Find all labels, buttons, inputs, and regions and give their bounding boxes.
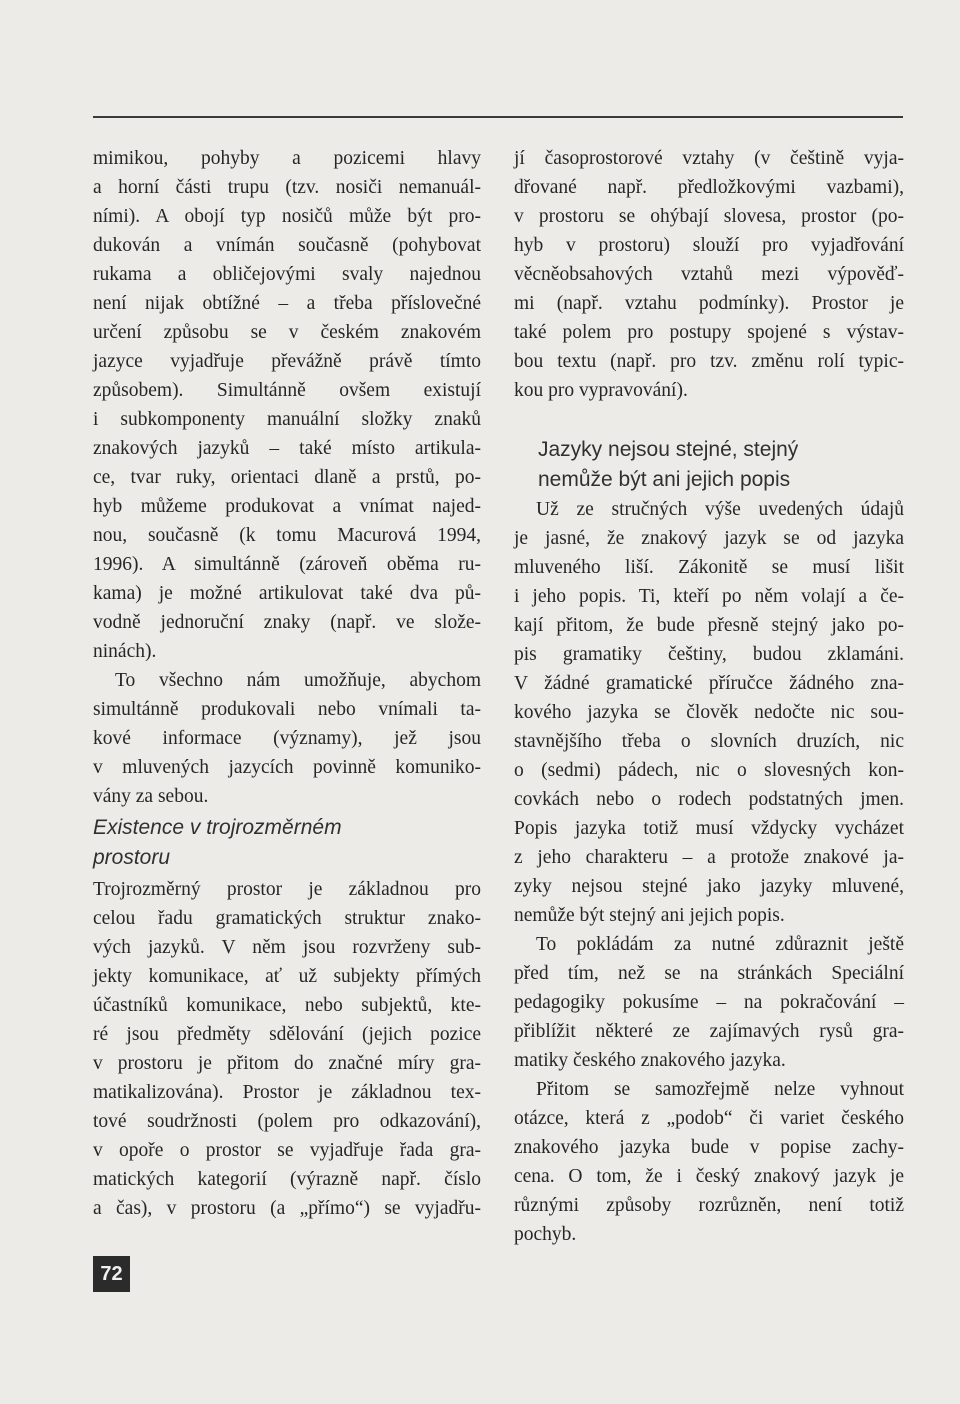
text-line: simultánně produkovali nebo vnímali ta- bbox=[93, 699, 481, 720]
text-line: nou, současně (k tomu Macurová 1994, bbox=[93, 525, 481, 546]
text-line: přiblížit některé ze zajímavých rysů gra- bbox=[514, 1021, 904, 1042]
text-line: bou textu (např. pro tzv. změnu rolí typic- bbox=[514, 351, 904, 372]
text-line: a horní části trupu (tzv. nosiči nemanuál- bbox=[93, 177, 481, 198]
text-line: jazyce vyjadřuje převážně právě tímto bbox=[93, 351, 481, 372]
text-line: pedagogiky pokusíme – na pokračování – bbox=[514, 992, 904, 1013]
text-line: To všechno nám umožňuje, abychom bbox=[115, 670, 481, 691]
text-line: matiky českého znakového jazyka. bbox=[514, 1050, 786, 1071]
text-line: covkách nebo o rodech podstatných jmen. bbox=[514, 789, 904, 810]
paragraph bbox=[514, 1075, 904, 1249]
text-line: Popis jazyka totiž musí vždycky vycházet bbox=[514, 818, 904, 839]
text-line: v prostoru se ohýbají slovesa, prostor (po- bbox=[514, 206, 904, 227]
section-heading bbox=[93, 813, 481, 873]
text-line: kové informace (významy), jež jsou bbox=[93, 728, 481, 749]
paragraph bbox=[93, 144, 481, 666]
paragraph bbox=[514, 144, 904, 405]
text-line: jekty komunikace, ať už subjekty přímých bbox=[93, 966, 481, 987]
heading-line: Jazyky nejsou stejné, stejný bbox=[538, 438, 799, 461]
text-line: mi (např. vztahu podmínky). Prostor je bbox=[514, 293, 904, 314]
text-line: matikalizována). Prostor je základnou tex- bbox=[93, 1082, 481, 1103]
text-line: je jasné, že znakový jazyk se od jazyka bbox=[514, 528, 904, 549]
paragraph bbox=[514, 930, 904, 1075]
paragraph bbox=[93, 875, 481, 1223]
text-line: V žádné gramatické příručce žádného zna- bbox=[514, 673, 904, 694]
text-line: věcněobsahových vztahů mezi výpověď- bbox=[514, 264, 904, 285]
text-line: mluveného liší. Zákonitě se musí lišit bbox=[514, 557, 904, 578]
text-line: matických kategorií (výrazně např. číslo bbox=[93, 1169, 481, 1190]
text-line: jí časoprostorové vztahy (v češtině vyja- bbox=[514, 148, 904, 169]
text-line: ré jsou předměty sdělování (jejich pozice bbox=[93, 1024, 481, 1045]
text-line: 1996). A simultánně (zároveň oběma ru- bbox=[93, 554, 481, 575]
text-line: v mluvených jazycích povinně komuniko- bbox=[93, 757, 481, 778]
text-line: nemůže být stejný ani jejich popis. bbox=[514, 905, 785, 926]
text-line: před tím, než se na stránkách Speciální bbox=[514, 963, 904, 984]
left-column bbox=[93, 144, 481, 1223]
text-line: v prostoru je přitom do značné míry gra- bbox=[93, 1053, 481, 1074]
text-line: v opoře o prostor se vyjadřuje řada gra- bbox=[93, 1140, 481, 1161]
text-line: hyb můžeme produkovat a vnímat najed- bbox=[93, 496, 481, 517]
text-line: kají přitom, že bude přesně stejný jako po- bbox=[514, 615, 904, 636]
text-line: různými způsoby rozrůzněn, není totiž bbox=[514, 1195, 904, 1216]
text-line: zyky nejsou stejné jako jazyky mluvené, bbox=[514, 876, 904, 897]
heading-line: Existence v trojrozměrném bbox=[93, 816, 342, 839]
text-line: znakového jazyka bude v popise zachy- bbox=[514, 1137, 904, 1158]
text-line: z jeho charakteru – a protože znakové ja- bbox=[514, 847, 904, 868]
text-line: celou řadu gramatických struktur znako- bbox=[93, 908, 481, 929]
heading-line: prostoru bbox=[93, 846, 171, 869]
text-line: ními). A obojí typ nosičů může být pro- bbox=[93, 206, 481, 227]
text-line: i jeho popis. Ti, kteří po něm volají a če- bbox=[514, 586, 904, 607]
text-line: vány za sebou. bbox=[93, 786, 209, 807]
text-line: a čas), v prostoru (a „přímo“) se vyjadřu- bbox=[93, 1198, 481, 1219]
text-line: pis gramatiky češtiny, budou zklamáni. bbox=[514, 644, 904, 665]
text-line: ce, tvar ruky, orientaci dlaně a prstů, po- bbox=[93, 467, 481, 488]
text-line: o (sedmi) pádech, nic o slovesných kon- bbox=[514, 760, 904, 781]
text-line: není nijak obtížné – a třeba příslovečné bbox=[93, 293, 481, 314]
text-line: mimikou, pohyby a pozicemi hlavy bbox=[93, 148, 481, 169]
text-line: stavnějšího třeba o slovních druzích, nic bbox=[514, 731, 904, 752]
text-line: otázce, která z „podob“ či variet českého bbox=[514, 1108, 904, 1129]
text-line: tové soudržnosti (polem pro odkazování), bbox=[93, 1111, 481, 1132]
text-line: i subkomponenty manuální složky znaků bbox=[93, 409, 481, 430]
text-line: vých jazyků. V něm jsou rozvrženy sub- bbox=[93, 937, 481, 958]
text-line: také polem pro postupy spojené s výstav- bbox=[514, 322, 904, 343]
text-line: kama) je možné artikulovat také dva pů- bbox=[93, 583, 481, 604]
text-line: To pokládám za nutné zdůraznit ještě bbox=[536, 934, 904, 955]
text-line: dukován a vnímán současně (pohybovat bbox=[93, 235, 481, 256]
page-number: 72 bbox=[93, 1256, 130, 1292]
header-rule bbox=[93, 116, 903, 118]
text-line: Trojrozměrný prostor je základnou pro bbox=[93, 879, 481, 900]
text-line: účastníků komunikace, nebo subjektů, kte- bbox=[93, 995, 481, 1016]
text-line: Už ze stručných výše uvedených údajů bbox=[536, 499, 904, 520]
text-line: ninách). bbox=[93, 641, 157, 662]
text-line: hyb v prostoru) slouží pro vyjadřování bbox=[514, 235, 904, 256]
right-column bbox=[514, 144, 904, 1249]
text-line: kového jazyka se člověk nedočte nic sou- bbox=[514, 702, 904, 723]
text-line: rukama a obličejovými svaly najednou bbox=[93, 264, 481, 285]
text-line: cena. O tom, že i český znakový jazyk je bbox=[514, 1166, 904, 1187]
text-line: Přitom se samozřejmě nelze vyhnout bbox=[536, 1079, 904, 1100]
text-line: způsobem). Simultánně ovšem existují bbox=[93, 380, 481, 401]
heading-line: nemůže být ani jejich popis bbox=[538, 468, 791, 491]
text-line: kou pro vypravování). bbox=[514, 380, 688, 401]
section-heading bbox=[514, 435, 904, 495]
text-line: znakových jazyků – také místo artikula- bbox=[93, 438, 481, 459]
paragraph bbox=[514, 495, 904, 930]
paragraph bbox=[93, 666, 481, 811]
text-line: dřované např. předložkovými vazbami), bbox=[514, 177, 904, 198]
text-line: pochyb. bbox=[514, 1224, 577, 1245]
text-line: určení způsobu se v českém znakovém bbox=[93, 322, 481, 343]
text-line: vodně jednoruční znaky (např. ve slože- bbox=[93, 612, 481, 633]
